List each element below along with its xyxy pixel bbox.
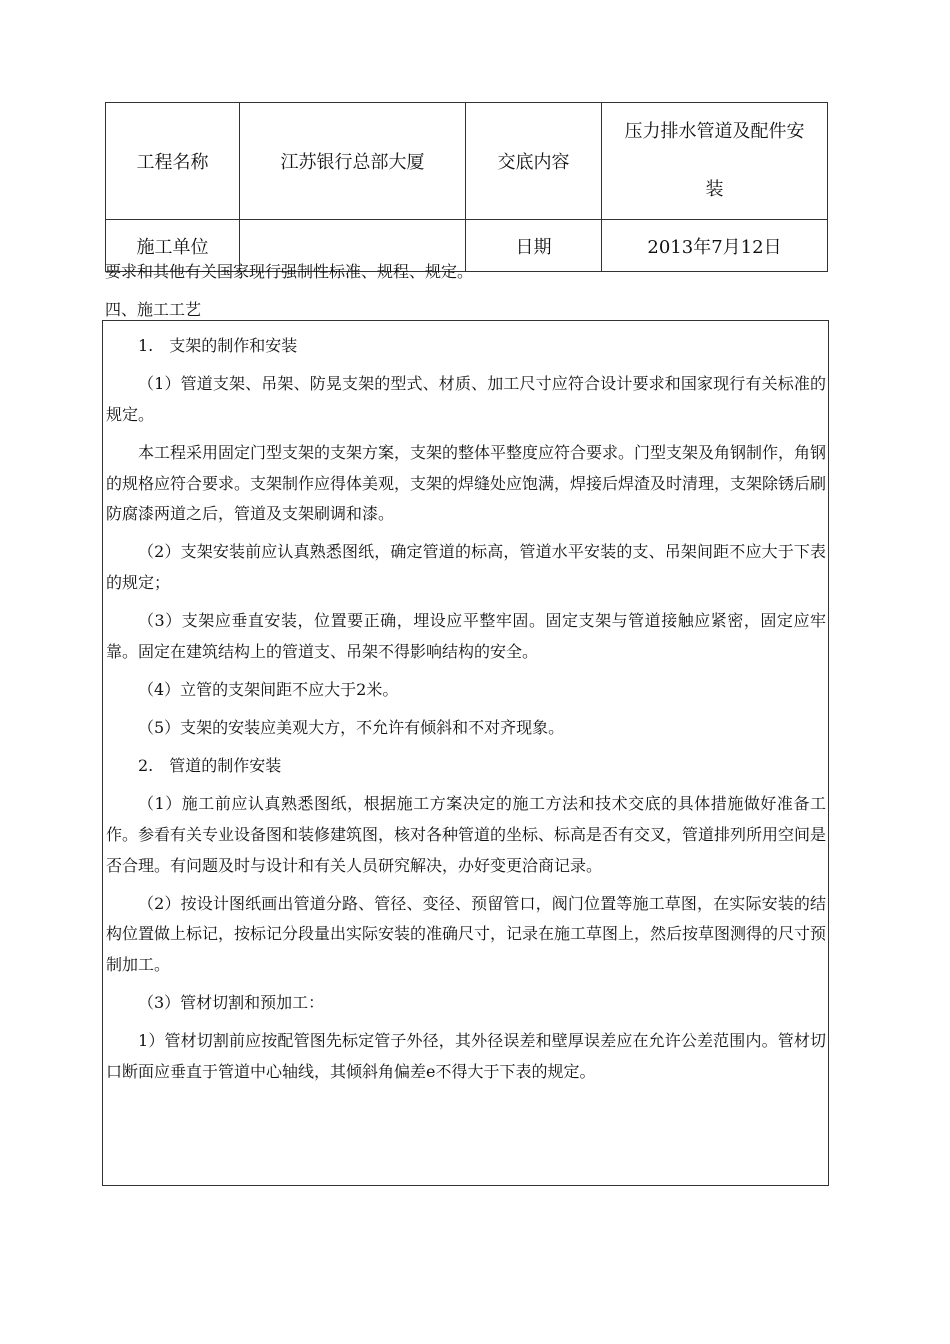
content-box — [102, 320, 829, 1186]
paragraph: （2）支架安装前应认真熟悉图纸，确定管道的标高，管道水平安装的支、吊架间距不应大于下表的规定； — [106, 542, 826, 592]
project-name-value: 江苏银行总部大厦 — [240, 103, 466, 220]
content-value-line1: 压力排水管道及配件安 — [624, 121, 805, 142]
section-title: 四、施工工艺 — [105, 300, 202, 319]
content-value — [602, 103, 828, 220]
date-label: 日期 — [466, 220, 602, 272]
paragraph: 1）管材切割前应按配管图先标定管子外径，其外径误差和壁厚误差应在允许公差范围内。管材切口断面应垂直于管道中心轴线，其倾斜角偏差e不得大于下表的规定。 — [106, 1031, 826, 1081]
project-name-label: 工程名称 — [106, 103, 240, 220]
paragraph: （5）支架的安装应美观大方，不允许有倾斜和不对齐现象。 — [138, 718, 565, 738]
header-table — [105, 102, 828, 272]
header-row-project — [106, 103, 828, 220]
paragraph: 1. 支架的制作和安装 — [138, 336, 298, 355]
unit-label: 施工单位 — [106, 220, 240, 272]
paragraph: （2）按设计图纸画出管道分路、管径、变径、预留管口，阀门位置等施工草图，在实际安装的结构位置做上标记，按标记分段量出实际安装的准确尺寸，记录在施工草图上，然后按草图测得的尺寸预制加工。 — [106, 893, 827, 975]
paragraph: （1）施工前应认真熟悉图纸，根据施工方案决定的施工方法和技术交底的具体措施做好准备工作。参看有关专业设备图和装修建筑图，核对各种管道的坐标、标高是否有交叉，管道排列所用空间是否合理。有问题及时与设计和有关人员研究解决，办好变更洽商记录。 — [106, 794, 827, 875]
paragraph: 2. 管道的制作安装 — [138, 756, 282, 776]
paragraph: （1）管道支架、吊架、防晃支架的型式、材质、加工尺寸应符合设计要求和国家现行有关标准的规定。 — [106, 374, 826, 424]
paragraph: （3）支架应垂直安装，位置要正确，埋设应平整牢固。固定支架与管道接触应紧密，固定应牢靠。固定在建筑结构上的管道支、吊架不得影响结构的安全。 — [106, 611, 826, 661]
paragraph: 本工程采用固定门型支架的支架方案，支架的整体平整度应符合要求。门型支架及角钢制作，角钢的规格应符合要求。支架制作应得体美观，支架的焊缝处应饱满，焊接后焊渣及时清理，支架除锈后刷防腐漆两道之后，管道及支架刷调和漆。 — [106, 442, 827, 524]
content-label: 交底内容 — [466, 103, 602, 220]
paragraph: （4）立管的支架间距不应大于2米。 — [138, 679, 399, 699]
content-value-line2: 装 — [705, 179, 724, 200]
date-value: 2013年7月12日 — [602, 220, 828, 272]
carryover-text: 要求和其他有关国家现行强制性标准、规程、规定。 — [105, 262, 474, 281]
paragraph: （3）管材切割和预加工： — [138, 993, 325, 1013]
